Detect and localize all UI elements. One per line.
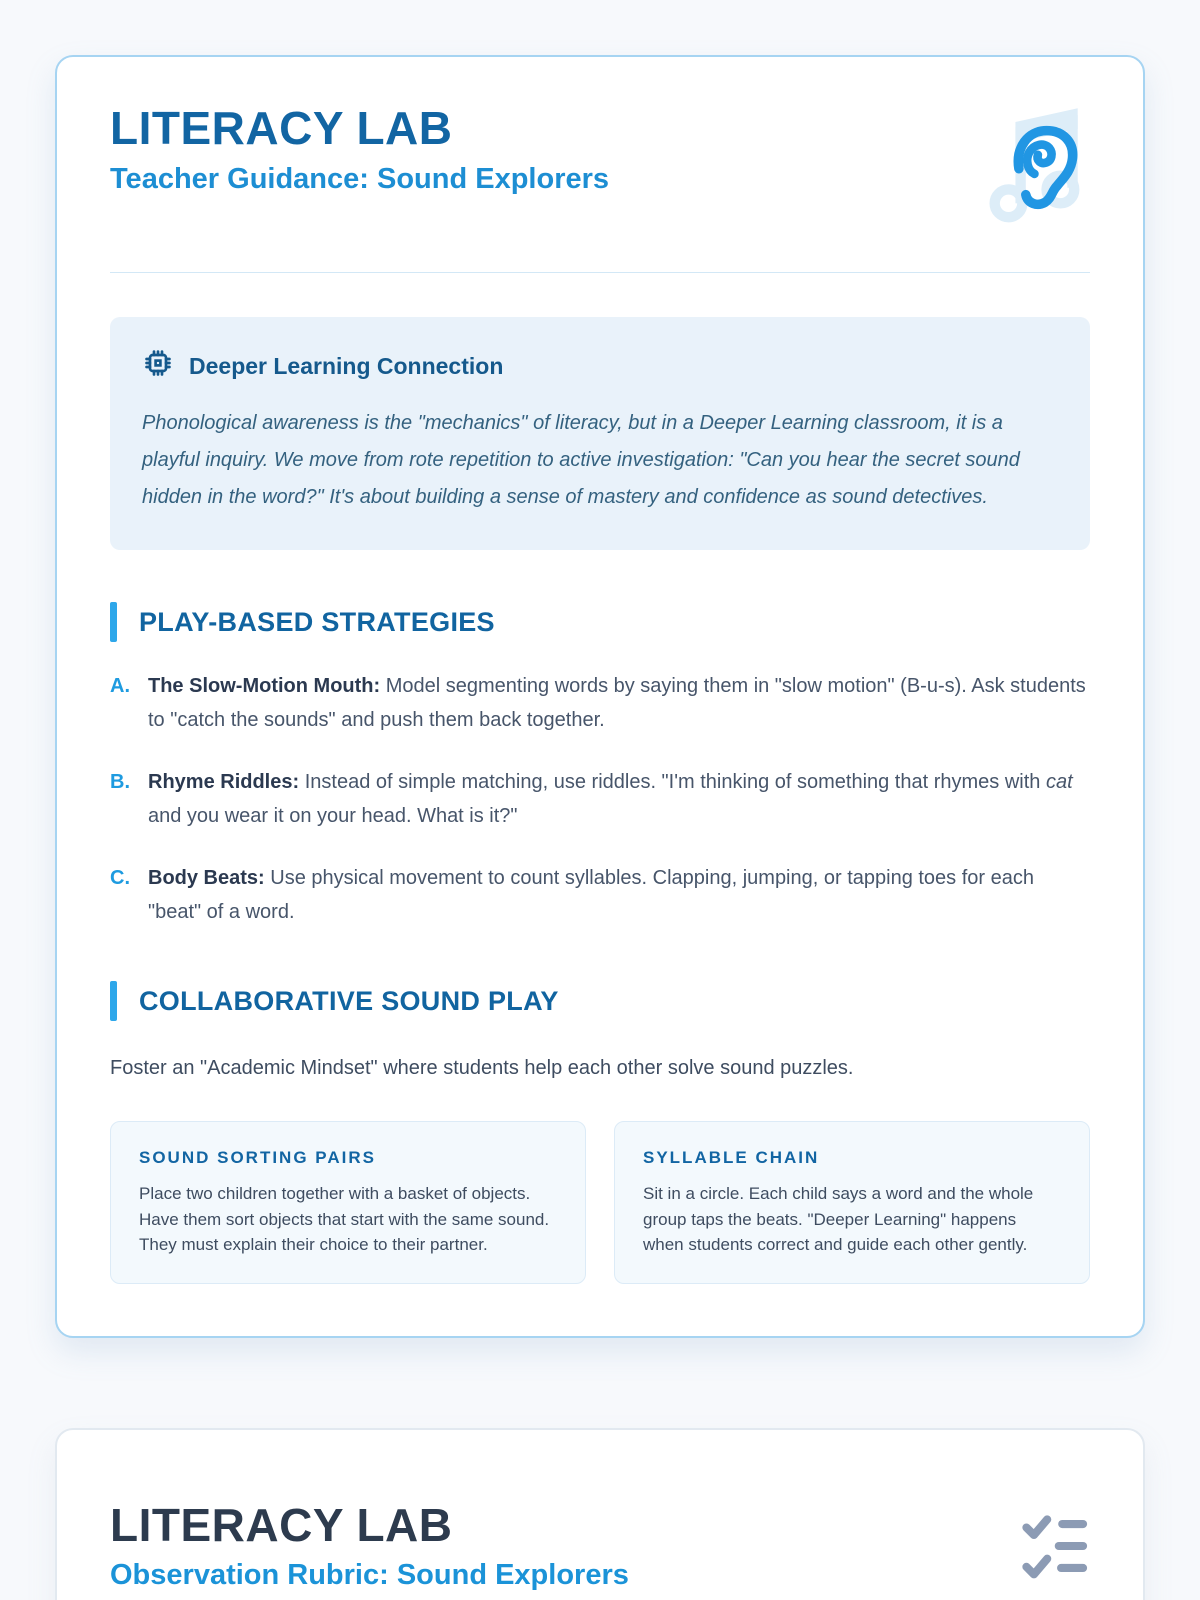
strategy-body: Instead of simple matching, use riddles. "I'm thinking of something that rhymes with (299, 770, 1046, 793)
strategy-body: Use physical movement to count syllables. Clapping, jumping, or tapping toes for each "beat" of a word. (148, 866, 1034, 923)
callout-title: Deeper Learning Connection (189, 352, 504, 379)
rubric-card-titles (110, 1500, 629, 1593)
strategy-marker: B. (110, 770, 130, 793)
chip-icon (142, 347, 174, 385)
strategy-text (148, 765, 1090, 834)
deeper-learning-callout (110, 317, 1090, 550)
callout-body: Phonological awareness is the "mechanics" of literacy, but in a Deeper Learning classroom, it is a playful inquiry. We move from rote repetition to active investigation: "Can you hear the secret sound hidden in the word?" It's about building a sense of mastery and confidence as sound detectives. (142, 412, 1020, 508)
strategy-item-b (110, 765, 1090, 834)
collab-intro: Foster an "Academic Mindset" where students help each other solve sound puzzles. (110, 1057, 854, 1080)
strategy-body-cont: and you wear it on your head. What is it?" (148, 805, 518, 828)
callout-header (142, 347, 1058, 385)
strategy-marker: C. (110, 866, 130, 889)
strategy-emphasis: cat (1045, 770, 1073, 793)
info-box-body: Sit in a circle. Each child says a word and the whole group taps the beats. "Deeper Learning" happens when students correct and guide each other gently. (643, 1184, 1034, 1254)
collab-heading-text: COLLABORATIVE SOUND PLAY (139, 985, 559, 1016)
strategy-lead: Rhyme Riddles: (148, 770, 300, 793)
info-box-title: SYLLABLE CHAIN (643, 1148, 820, 1168)
section-accent-bar (110, 602, 117, 642)
strategy-text (148, 861, 1090, 930)
page-subtitle: Teacher Guidance: Sound Explorers (110, 162, 610, 195)
ear-listening-music-note-icon (972, 103, 1090, 236)
teacher-guidance-card (55, 55, 1145, 1338)
sound-sorting-pairs-box (110, 1121, 586, 1283)
info-box-title: SOUND SORTING PAIRS (139, 1148, 376, 1168)
strategy-marker: A. (110, 675, 130, 697)
observation-rubric-card (55, 1428, 1145, 1600)
page-title: LITERACY LAB (110, 1498, 453, 1551)
strategy-lead: The Slow-Motion Mouth: (148, 675, 381, 697)
page-title: LITERACY LAB (110, 102, 453, 154)
strategies-section-heading (110, 602, 1090, 642)
strategy-item-c (110, 861, 1090, 930)
syllable-chain-box (614, 1121, 1090, 1283)
collab-section-heading (110, 981, 1090, 1021)
section-accent-bar (110, 981, 117, 1021)
strategy-item-a (110, 669, 1090, 738)
teacher-card-titles (110, 103, 609, 196)
checklist-icon (1016, 1500, 1090, 1597)
teacher-card-header (110, 103, 1090, 236)
info-box-body: Place two children together with a basket of objects. Have them sort objects that start with the same sound. They must explain their choice to their partner. (139, 1184, 550, 1254)
strategy-body: Model segmenting words by saying them in "slow motion" (B-u-s). Ask students to "catch the sounds" and push them back together. (148, 675, 1086, 732)
rubric-card-header (110, 1500, 1090, 1597)
collab-box-grid (110, 1121, 1090, 1283)
page-subtitle: Observation Rubric: Sound Explorers (110, 1559, 629, 1592)
strategy-text (148, 669, 1090, 738)
header-divider (110, 272, 1090, 273)
strategies-heading-text: PLAY-BASED STRATEGIES (139, 606, 495, 637)
strategy-lead: Body Beats: (148, 866, 265, 889)
